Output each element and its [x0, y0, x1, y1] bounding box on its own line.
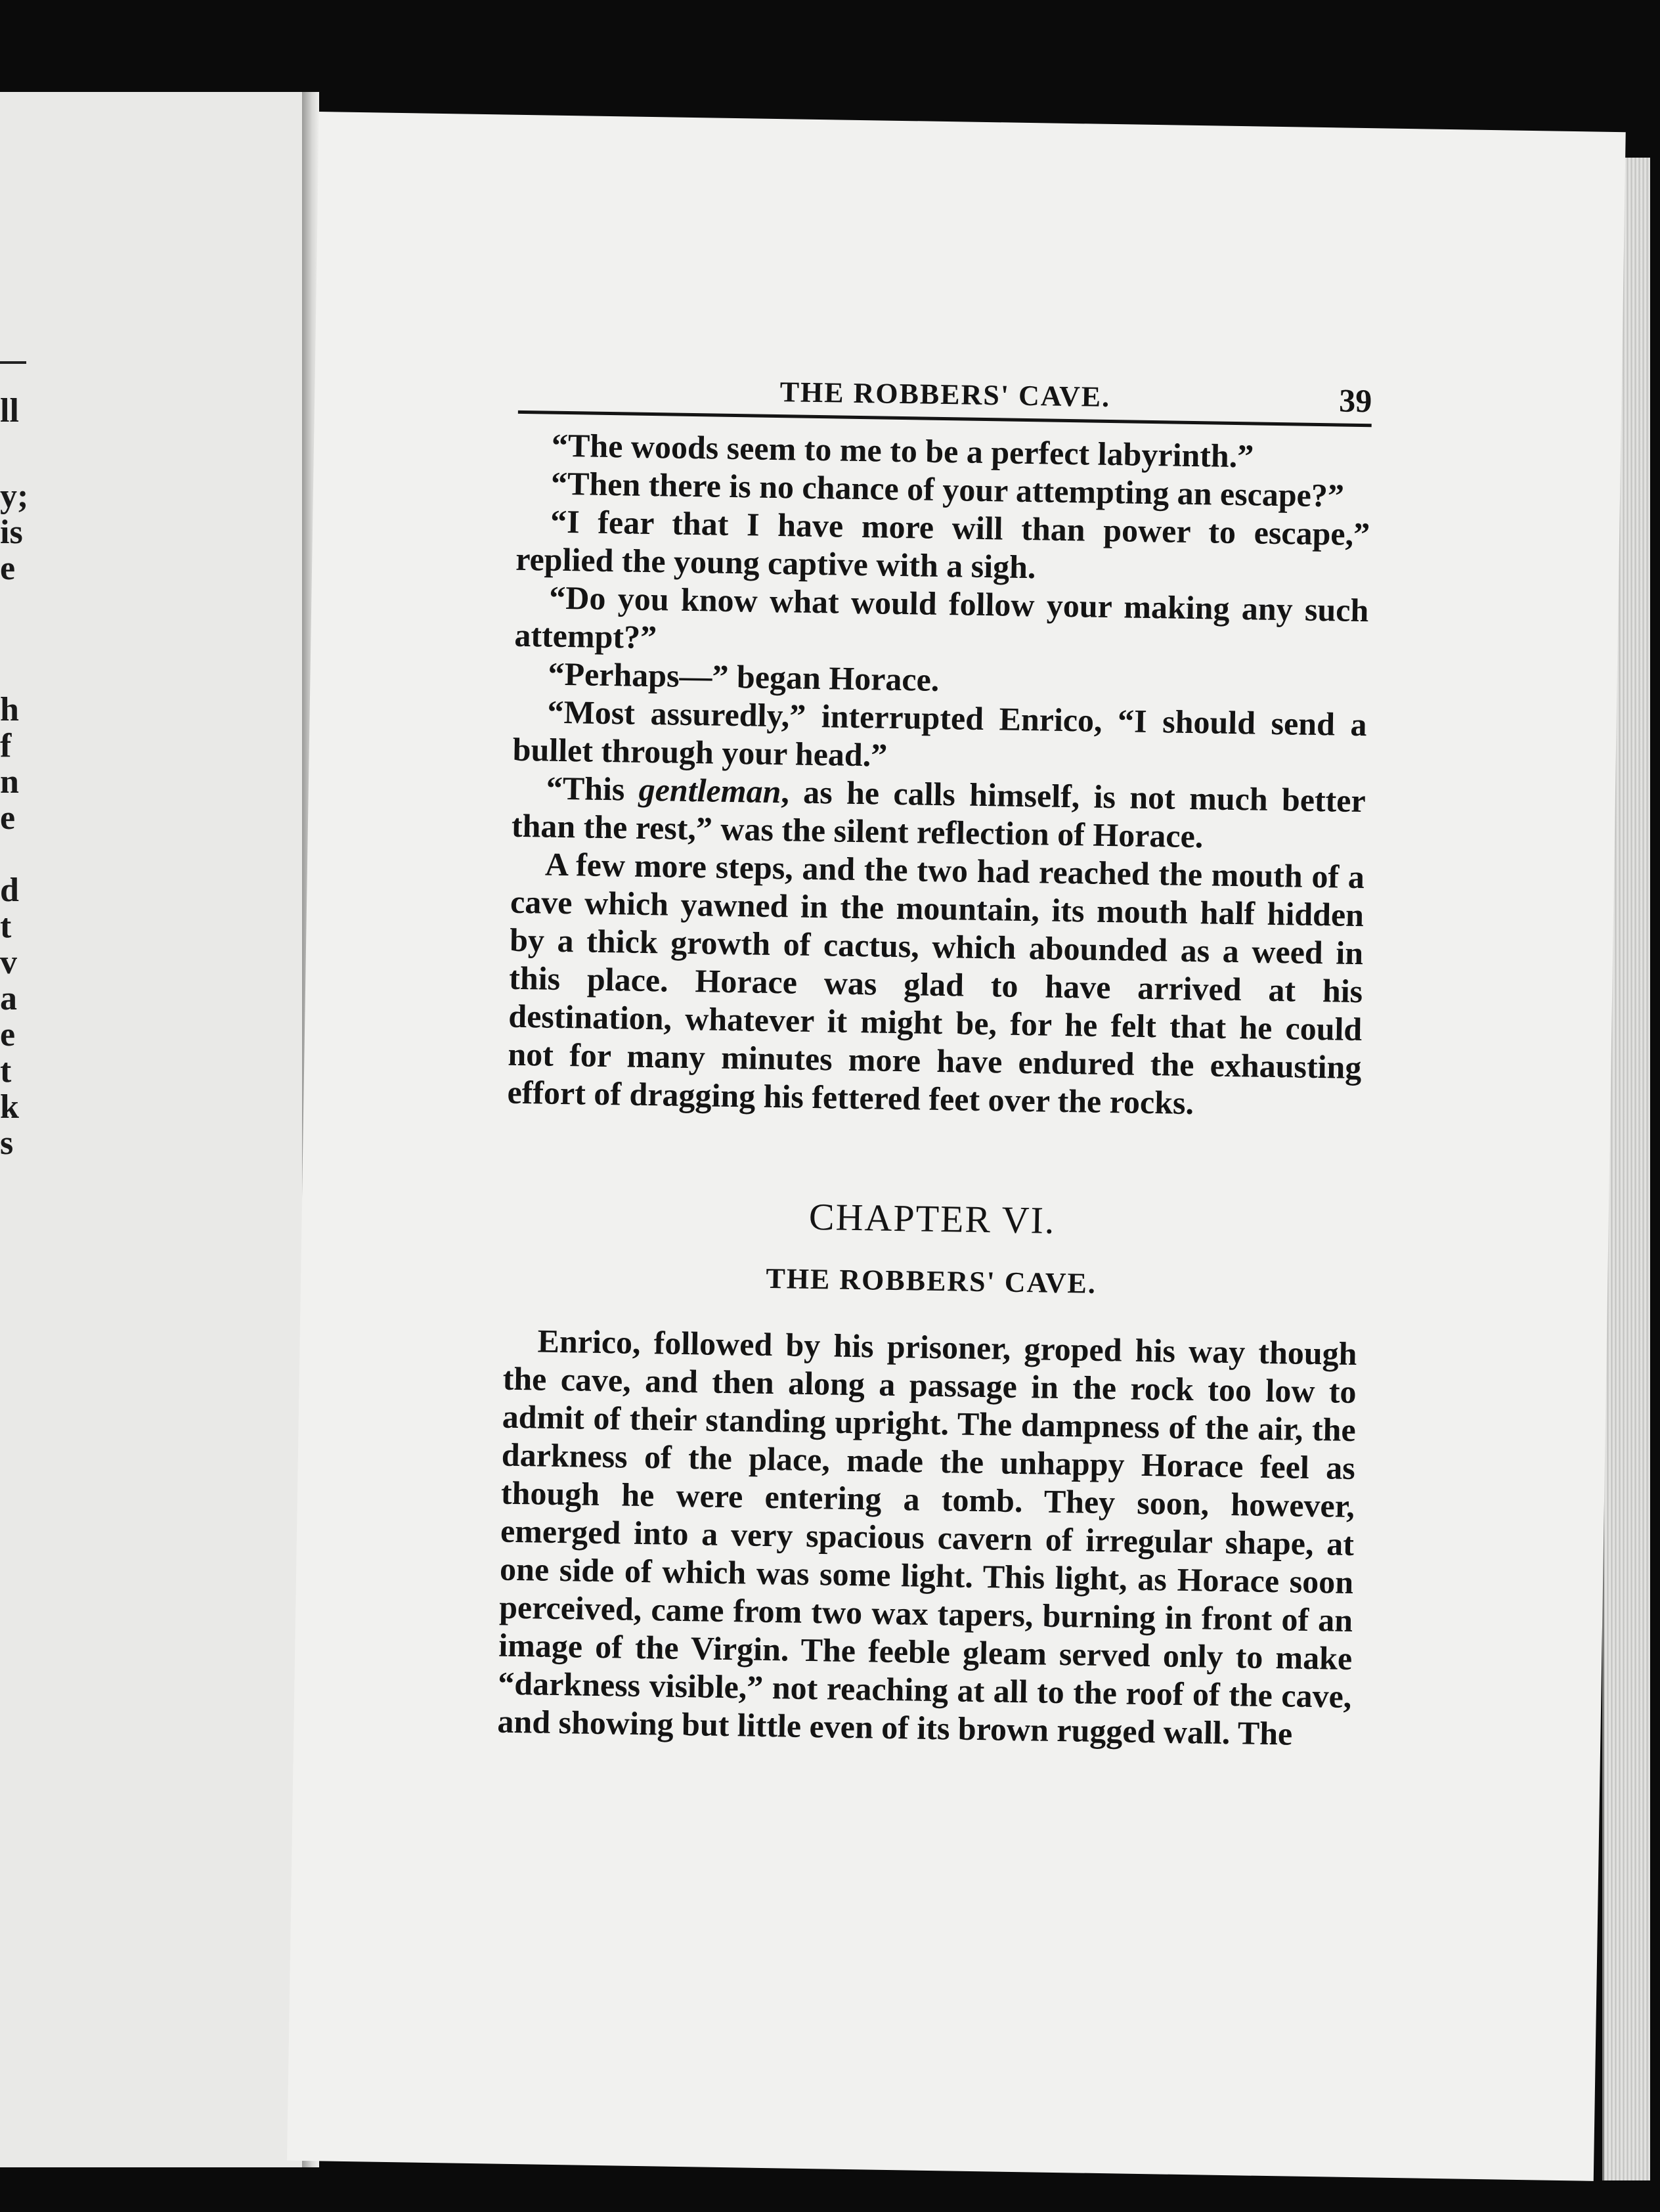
- right-page: [287, 112, 1626, 2181]
- paragraph: “Most assuredly,” interrupted Enrico, “I should send a bullet through your head.”: [512, 693, 1367, 774]
- text-run: , as he calls himself, is not much better than the rest,” was the silent reflection of Horace.: [511, 773, 1366, 855]
- left-page-fragment: s: [0, 1124, 14, 1162]
- left-page-fragment: h: [0, 691, 19, 728]
- left-page-fragment: n: [0, 763, 19, 801]
- left-page-fragment: d: [0, 872, 19, 909]
- paragraph: “Do you know what would follow your making any such attempt?”: [514, 579, 1369, 656]
- left-page-rule: [0, 361, 26, 364]
- paragraph-gentleman: [512, 768, 1366, 858]
- left-page-fragment: t: [0, 1052, 12, 1090]
- running-header: [518, 365, 1372, 427]
- chapter-paragraph: Enrico, followed by his prisoner, groped his way though the cave, and then along a passage in the rock too low to admit of their standing upright. The dampness of the air, the darkness of the place, made the unhappy Horace feel as though he were entering a tomb. They soon, however, emerged into a very spacious cavern of irregular shape, at one side of which was some light. This light, as Horace soon perceived, came from two wax tapers, burning in front of an image of the Virgin. The feeble gleam served only to make “darkness visible,” not reaching at all to the roof of the cave, and showing but little even of its brown rugged wall. The: [497, 1322, 1357, 1752]
- left-page-fragment: a: [0, 980, 17, 1017]
- italic-word: gentleman: [638, 770, 781, 810]
- left-page-fragment: k: [0, 1088, 19, 1126]
- paragraph: “I fear that I have more will than power to escape,” replied the young captive with a sigh.: [515, 502, 1370, 586]
- page-content: [497, 365, 1372, 1754]
- chapter-heading: CHAPTER VI.: [808, 1195, 1056, 1242]
- paragraph: A few more steps, and the two had reached the mouth of a cave which yawned in the mountain, its mouth half hidden by a thick growth of cactus, which abounded as a weed in this place. Horace was glad to have arrived at his destination, whatever it might be, for he felt that he could not for many minutes more have endured the exhausting effort of dragging his fettered feet over the rocks.: [507, 845, 1365, 1122]
- left-page-fragment: y;: [0, 477, 29, 515]
- left-page-fragment: f: [0, 727, 12, 764]
- left-page-fragment: e: [0, 1016, 16, 1053]
- left-page-fragment: is: [0, 514, 23, 551]
- chapter-title: THE ROBBERS' CAVE.: [766, 1262, 1097, 1300]
- text-run: “This: [546, 769, 640, 808]
- running-title: THE ROBBERS' CAVE.: [779, 376, 1111, 413]
- left-page-fragment: t: [0, 908, 12, 945]
- left-page-fragment: v: [0, 944, 17, 981]
- left-page-fragment: ll: [0, 392, 19, 430]
- paragraph: “Then there is no chance of your attempting an escape?”: [550, 464, 1345, 514]
- left-page-fragment: e: [0, 799, 16, 837]
- paragraph: “The woods seem to me to be a perfect labyrinth.”: [551, 426, 1254, 475]
- page-number: 39: [1338, 382, 1372, 420]
- paragraph: “Perhaps—” began Horace.: [548, 655, 940, 698]
- left-page-fragment: e: [0, 550, 16, 587]
- left-page: [0, 92, 311, 2167]
